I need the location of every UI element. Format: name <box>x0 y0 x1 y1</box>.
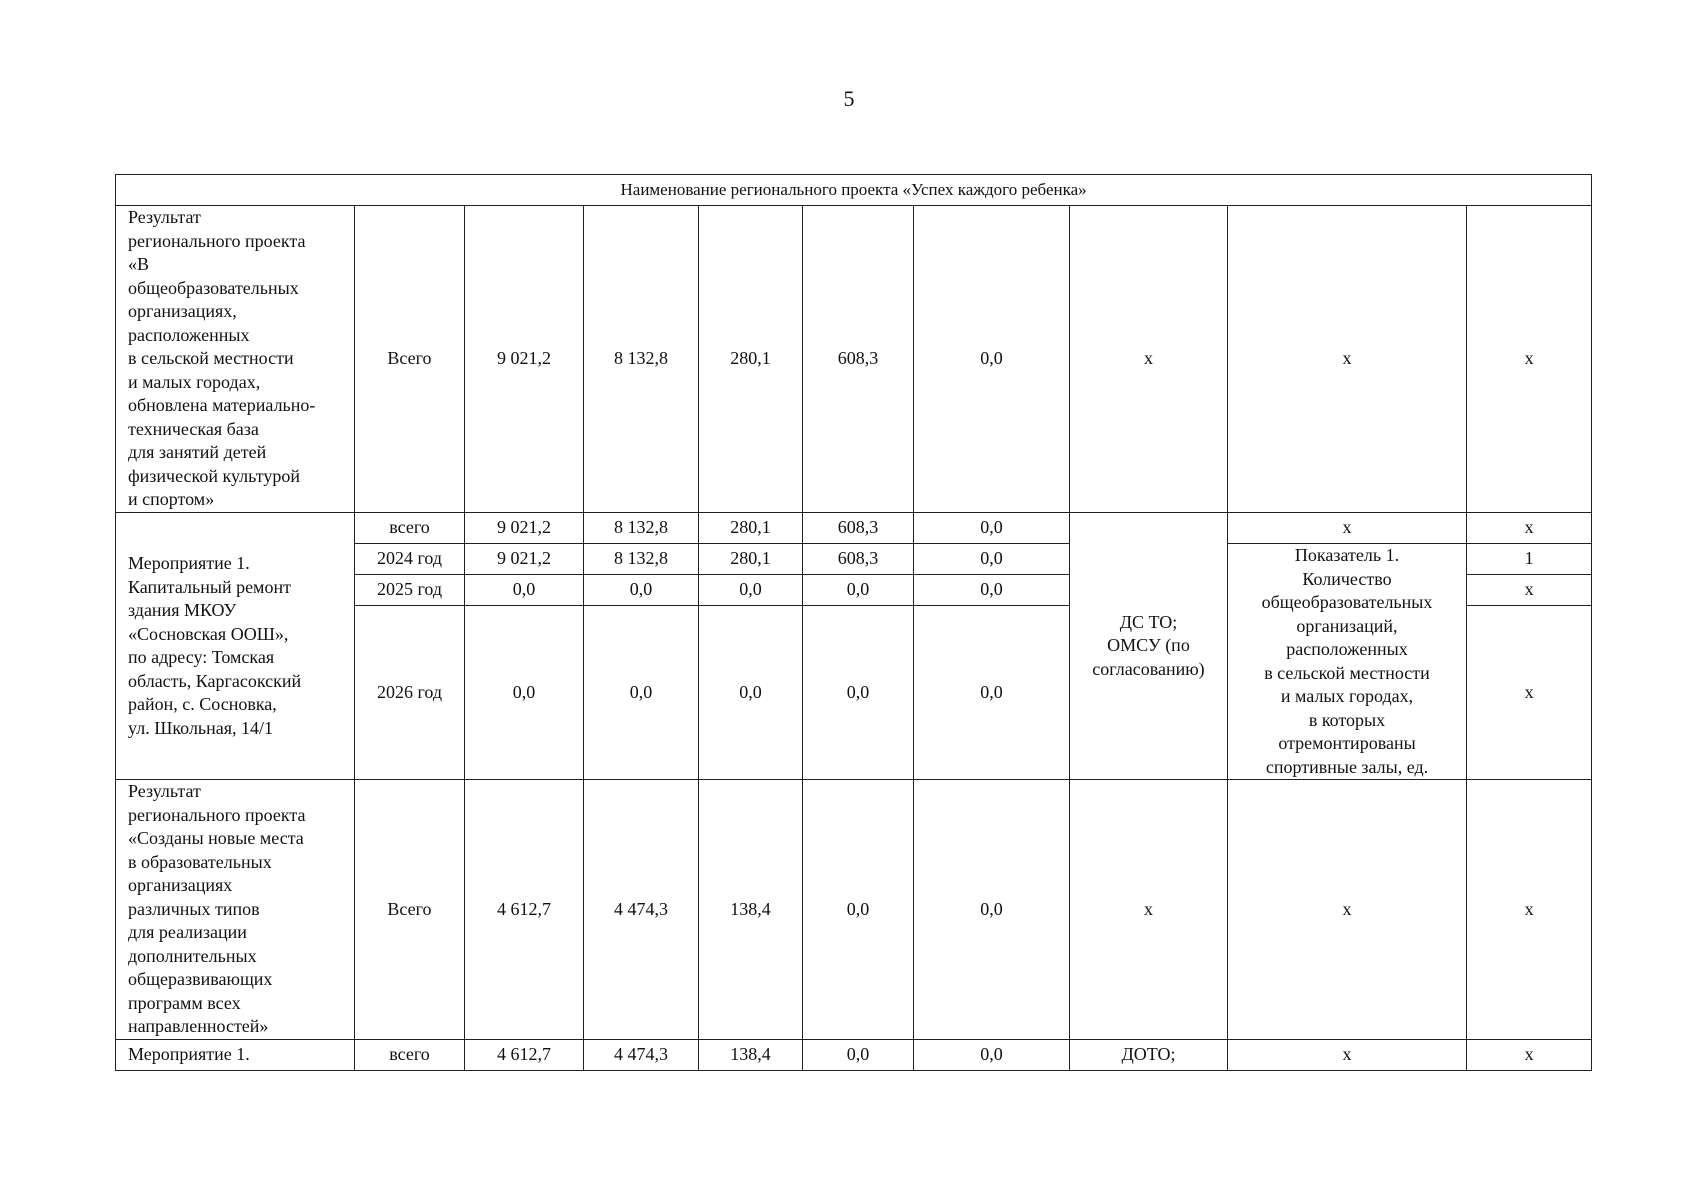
event-1-value: х <box>1467 513 1592 544</box>
event-2-indicator: х <box>1228 1039 1467 1070</box>
result-2-v4: 0,0 <box>914 780 1070 1040</box>
result-2-v3: 0,0 <box>803 780 914 1040</box>
budget-table <box>115 174 1592 1071</box>
event-1-total: 0,0 <box>465 575 584 606</box>
event-1-v4: 0,0 <box>914 544 1070 575</box>
event-2-v4: 0,0 <box>914 1039 1070 1070</box>
result-1-v4: 0,0 <box>914 206 1070 513</box>
table-title-row <box>116 175 1592 206</box>
event-2-total: 4 612,7 <box>465 1039 584 1070</box>
event-2-v2: 138,4 <box>699 1039 803 1070</box>
event-1-v4: 0,0 <box>914 513 1070 544</box>
result-1-v2: 280,1 <box>699 206 803 513</box>
result-2-period: Всего <box>355 780 465 1040</box>
event-2-v1: 4 474,3 <box>584 1039 699 1070</box>
event-1-v1: 8 132,8 <box>584 544 699 575</box>
event-2-value: х <box>1467 1039 1592 1070</box>
result-2-value: х <box>1467 780 1592 1040</box>
result-1-indicator: х <box>1228 206 1467 513</box>
event-2-name: Мероприятие 1. <box>116 1039 355 1070</box>
event-1-period: 2026 год <box>355 606 465 780</box>
result-1-period: Всего <box>355 206 465 513</box>
result-1-name: Результат регионального проекта «В общеобразовательных организациях, расположенных в сельской местности и малых городах, обновлена материально- техническая база для занятий детей физической культурой и спортом» <box>116 206 355 513</box>
event-2-period: всего <box>355 1039 465 1070</box>
table-title: Наименование регионального проекта «Успех каждого ребенка» <box>116 175 1592 206</box>
result-2-indicator: х <box>1228 780 1467 1040</box>
event-1-value: 1 <box>1467 544 1592 575</box>
event-1-v3: 0,0 <box>803 575 914 606</box>
result-1-executor: х <box>1070 206 1228 513</box>
result-2-total: 4 612,7 <box>465 780 584 1040</box>
result-1-v1: 8 132,8 <box>584 206 699 513</box>
event-2-v3: 0,0 <box>803 1039 914 1070</box>
table-row <box>116 513 1592 544</box>
result-1-total: 9 021,2 <box>465 206 584 513</box>
event-1-v1: 0,0 <box>584 575 699 606</box>
event-1-v2: 280,1 <box>699 513 803 544</box>
result-2-v1: 4 474,3 <box>584 780 699 1040</box>
event-1-v4: 0,0 <box>914 575 1070 606</box>
event-1-period: всего <box>355 513 465 544</box>
event-1-v3: 608,3 <box>803 544 914 575</box>
table-row <box>116 780 1592 1040</box>
event-1-v2: 0,0 <box>699 575 803 606</box>
event-1-indicator-total: х <box>1228 513 1467 544</box>
event-1-v1: 8 132,8 <box>584 513 699 544</box>
result-1-v3: 608,3 <box>803 206 914 513</box>
event-1-executor: ДС ТО; ОМСУ (по согласованию) <box>1070 513 1228 780</box>
result-2-v2: 138,4 <box>699 780 803 1040</box>
page-number: 5 <box>843 86 855 111</box>
table-row <box>116 1039 1592 1070</box>
event-1-v2: 280,1 <box>699 544 803 575</box>
event-1-total: 0,0 <box>465 606 584 780</box>
event-1-period: 2025 год <box>355 575 465 606</box>
event-1-total: 9 021,2 <box>465 513 584 544</box>
event-1-value: х <box>1467 575 1592 606</box>
event-1-v4: 0,0 <box>914 606 1070 780</box>
event-2-executor: ДОТО; <box>1070 1039 1228 1070</box>
event-1-v3: 608,3 <box>803 513 914 544</box>
event-1-period: 2024 год <box>355 544 465 575</box>
event-1-indicator: Показатель 1. Количество общеобразовательных организаций, расположенных в сельской местности и малых городах, в которых отремонтированы спортивные залы, ед. <box>1228 544 1467 780</box>
result-2-name: Результат регионального проекта «Созданы новые места в образовательных организациях различных типов для реализации дополнительных общеразвивающих программ всех направленностей» <box>116 780 355 1040</box>
event-1-v1: 0,0 <box>584 606 699 780</box>
result-2-executor: х <box>1070 780 1228 1040</box>
event-1-name: Мероприятие 1. Капитальный ремонт здания МКОУ «Сосновская ООШ», по адресу: Томская область, Каргасокский район, с. Сосновка, ул. Школьная, 14/1 <box>116 513 355 780</box>
event-1-v2: 0,0 <box>699 606 803 780</box>
result-1-value: х <box>1467 206 1592 513</box>
event-1-value: х <box>1467 606 1592 780</box>
table-row <box>116 206 1592 513</box>
event-1-total: 9 021,2 <box>465 544 584 575</box>
event-1-v3: 0,0 <box>803 606 914 780</box>
